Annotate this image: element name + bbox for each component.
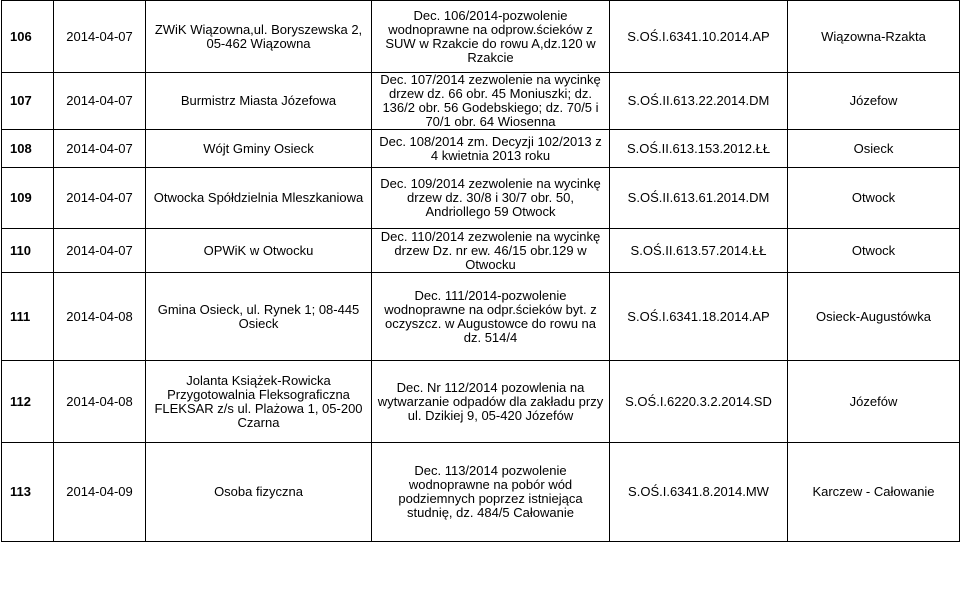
- row-signature: S.OŚ.II.613.57.2014.ŁŁ: [610, 229, 788, 273]
- row-signature: S.OŚ.I.6341.18.2014.AP: [610, 273, 788, 361]
- row-applicant: ZWiK Wiązowna,ul. Boryszewska 2, 05-462 Wiązowna: [146, 1, 372, 73]
- row-location: Józefow: [788, 73, 960, 130]
- row-date: 2014-04-07: [54, 1, 146, 73]
- row-applicant: Otwocka Spółdzielnia Mleszkaniowa: [146, 168, 372, 229]
- row-decision: Dec. Nr 112/2014 pozowlenia na wytwarzanie odpadów dla zakładu przy ul. Dzikiej 9, 05-420 Józefów: [372, 361, 610, 443]
- row-number: 110: [2, 229, 54, 273]
- row-decision: Dec. 113/2014 pozwolenie wodnoprawne na pobór wód podziemnych poprzez istniejąca studnię, dz. 484/5 Całowanie: [372, 443, 610, 542]
- row-decision: Dec. 107/2014 zezwolenie na wycinkę drzew dz. 66 obr. 45 Moniuszki; dz. 136/2 obr. 56 Godebskiego; dz. 70/5 i 70/1 obr. 64 Wiosenna: [372, 73, 610, 130]
- table-row: [2, 229, 960, 273]
- row-number: 106: [2, 1, 54, 73]
- row-date: 2014-04-07: [54, 73, 146, 130]
- row-applicant: Osoba fizyczna: [146, 443, 372, 542]
- row-signature: S.OŚ.II.613.22.2014.DM: [610, 73, 788, 130]
- row-applicant: OPWiK w Otwocku: [146, 229, 372, 273]
- table-row: [2, 130, 960, 168]
- table-row: [2, 273, 960, 361]
- row-applicant: Gmina Osieck, ul. Rynek 1; 08-445 Osieck: [146, 273, 372, 361]
- row-number: 113: [2, 443, 54, 542]
- row-location: Osieck-Augustówka: [788, 273, 960, 361]
- row-signature: S.OŚ.I.6341.10.2014.AP: [610, 1, 788, 73]
- row-number: 112: [2, 361, 54, 443]
- row-number: 107: [2, 73, 54, 130]
- row-decision: Dec. 111/2014-pozwolenie wodnoprawne na odpr.ścieków byt. z oczyszcz. w Augustowce do rowu na dz. 514/4: [372, 273, 610, 361]
- row-applicant: Wójt Gminy Osieck: [146, 130, 372, 168]
- row-date: 2014-04-08: [54, 361, 146, 443]
- row-applicant: Burmistrz Miasta Józefowa: [146, 73, 372, 130]
- row-decision: Dec. 109/2014 zezwolenie na wycinkę drzew dz. 30/8 i 30/7 obr. 50, Andriollego 59 Otwock: [372, 168, 610, 229]
- table-row: [2, 1, 960, 73]
- row-location: Osieck: [788, 130, 960, 168]
- row-location: Otwock: [788, 168, 960, 229]
- row-decision: Dec. 110/2014 zezwolenie na wycinkę drzew Dz. nr ew. 46/15 obr.129 w Otwocku: [372, 229, 610, 273]
- row-location: Karczew - Całowanie: [788, 443, 960, 542]
- row-date: 2014-04-09: [54, 443, 146, 542]
- row-decision: Dec. 108/2014 zm. Decyzji 102/2013 z 4 kwietnia 2013 roku: [372, 130, 610, 168]
- row-date: 2014-04-07: [54, 130, 146, 168]
- row-location: Wiązowna-Rzakta: [788, 1, 960, 73]
- row-date: 2014-04-07: [54, 229, 146, 273]
- table-row: [2, 443, 960, 542]
- row-location: Józefów: [788, 361, 960, 443]
- row-number: 109: [2, 168, 54, 229]
- row-signature: S.OŚ.II.613.61.2014.DM: [610, 168, 788, 229]
- row-signature: S.OŚ.I.6220.3.2.2014.SD: [610, 361, 788, 443]
- row-decision: Dec. 106/2014-pozwolenie wodnoprawne na odprow.ścieków z SUW w Rzakcie do rowu A,dz.120 w Rzakcie: [372, 1, 610, 73]
- row-signature: S.OŚ.I.6341.8.2014.MW: [610, 443, 788, 542]
- row-number: 108: [2, 130, 54, 168]
- row-date: 2014-04-07: [54, 168, 146, 229]
- table-row: [2, 168, 960, 229]
- row-date: 2014-04-08: [54, 273, 146, 361]
- decisions-table: [1, 0, 960, 542]
- table-row: [2, 361, 960, 443]
- table-row: [2, 73, 960, 130]
- row-number: 111: [2, 273, 54, 361]
- row-location: Otwock: [788, 229, 960, 273]
- row-signature: S.OŚ.II.613.153.2012.ŁŁ: [610, 130, 788, 168]
- row-applicant: Jolanta Książek-Rowicka Przygotowalnia Fleksograficzna FLEKSAR z/s ul. Plażowa 1, 05-200 Czarna: [146, 361, 372, 443]
